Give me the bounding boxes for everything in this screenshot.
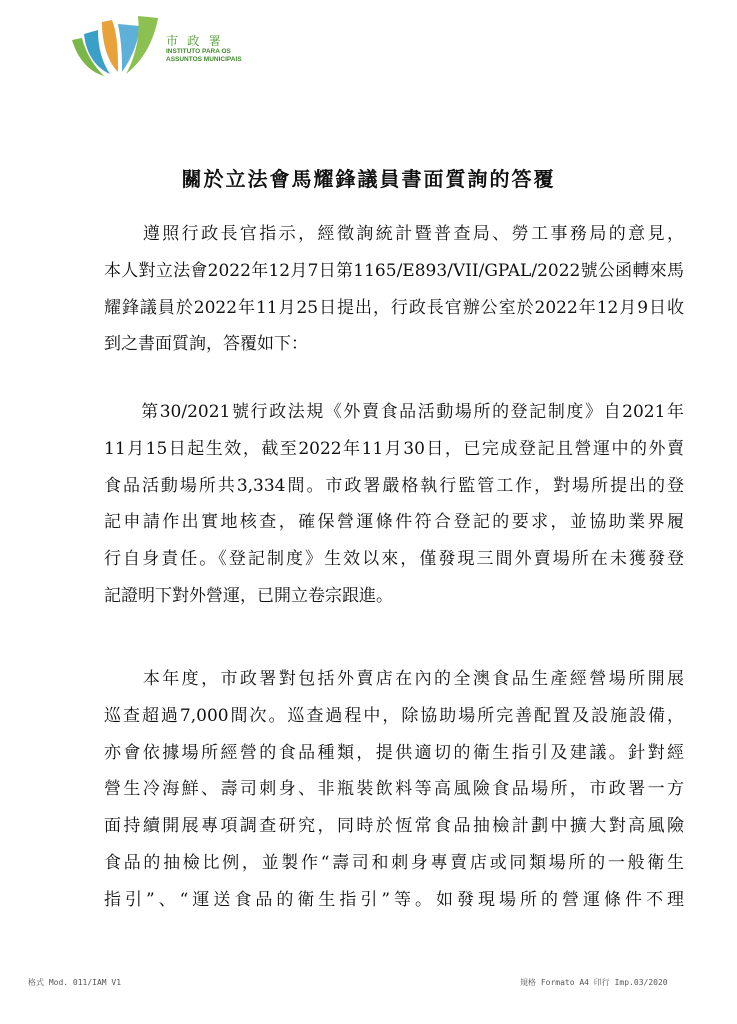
text-line: 本年度，市政署對包括外賣店在內的全澳食品生產經營場所開展 [104, 669, 684, 689]
text-line: 營生冷海鮮、壽司刺身、非瓶裝飲料等高風險食品場所，市政署一方 [104, 779, 684, 800]
document-title: 關於立法會馬耀鋒議員書面質詢的答覆 [181, 167, 556, 191]
logo-text-block [166, 34, 242, 64]
text-line: 亦會依據場所經營的食品種類，提供適切的衛生指引及建議。針對經 [104, 742, 684, 763]
logo-name-pt-2: ASSUNTOS MUNICIPAIS [166, 56, 242, 63]
text-line: 行自身責任。《登記制度》生效以來，僅發現三間外賣場所在未獲發登 [104, 549, 684, 570]
paragraph-3 [104, 661, 684, 919]
text-line: 面持續開展專項調查研究，同時於恆常食品抽檢計劃中擴大對高風險 [104, 816, 684, 837]
text-line: 指引”、“運送食品的衛生指引”等。如發現場所的營運條件不理 [104, 889, 684, 910]
footer-form-code: 格式 Mod. 011/IAM V1 [28, 978, 122, 987]
text-line: 記證明下對外營運，已開立卷宗跟進。 [104, 585, 393, 606]
paragraph-1 [104, 216, 684, 363]
text-line: 到之書面質詢，答覆如下： [104, 334, 308, 355]
footer-print-spec: 規格 Formato A4 印行 Imp.03/2020 [520, 978, 668, 987]
text-line: 食品活動場所共3,334間。市政署嚴格執行監管工作，對場所提出的登 [104, 475, 684, 496]
text-line: 第30/2021號行政法規《外賣食品活動場所的登記制度》自2021年 [104, 402, 684, 422]
iam-logo [68, 14, 268, 80]
logo-name-pt-1: INSTITUTO PARA OS [166, 48, 231, 55]
logo-name-cn: 市 政 署 [166, 34, 224, 48]
text-line: 本人對立法會2022年12月7日第1165/E893/VII/GPAL/2022號公函轉來馬 [104, 260, 684, 281]
text-line: 遵照行政長官指示，經徵詢統計暨普查局、勞工事務局的意見， [104, 224, 684, 244]
text-line: 食品的抽檢比例，並製作“壽司和刺身專賣店或同類場所的一般衛生 [104, 852, 684, 873]
text-line: 巡查超過7,000間次。巡查過程中，除協助場所完善配置及設施設備， [104, 705, 684, 726]
paragraph-2 [104, 394, 684, 615]
text-line: 11月15日起生效，截至2022年11月30日，已完成登記且營運中的外賣 [104, 438, 684, 459]
text-line: 記申請作出實地核查，確保營運條件符合登記的要求，並協助業界履 [104, 512, 684, 533]
text-line: 耀鋒議員於2022年11月25日提出，行政長官辦公室於2022年12月9日收 [104, 297, 684, 318]
iam-leaf-icon [68, 14, 164, 80]
